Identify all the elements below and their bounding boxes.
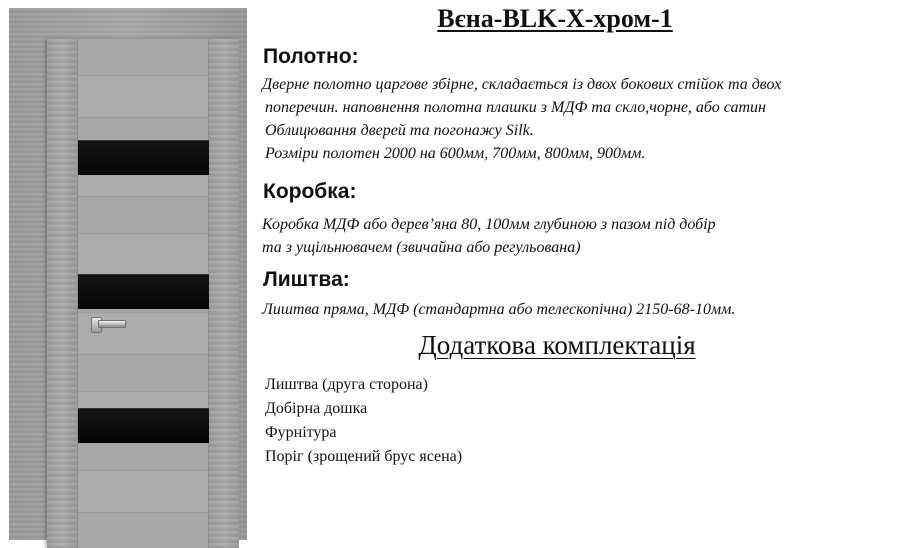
extra-equipment-title: Додаткова комплектація <box>418 330 696 360</box>
door-handle-icon <box>98 320 126 328</box>
text-line: Розміри полотен 2000 на 600мм, 700мм, 800мм, 900мм. <box>265 145 646 162</box>
list-item: Лиштва (друга сторона) <box>265 376 428 393</box>
section-heading-korobka: Коробка: <box>263 180 357 203</box>
door-left-stile <box>47 39 78 548</box>
text-line: та з ущільнювачем (звичайна або регульована) <box>262 239 581 256</box>
list-item: Добірна дошка <box>265 400 368 417</box>
black-glass-insert-middle <box>78 274 209 309</box>
section-heading-polotno: Полотно: <box>263 45 359 68</box>
section-text-lyshtva <box>262 298 735 321</box>
text-line: Дверне полотно царгове збірне, складається із двох бокових стійок та двох <box>262 76 782 93</box>
door-leaf <box>47 39 239 548</box>
product-title: Вєна-BLK-X-хром-1 <box>437 4 673 33</box>
door-right-stile <box>208 39 239 548</box>
list-item: Фурнітура <box>265 424 337 441</box>
text-line: Коробка МДФ або дерев’яна 80, 100мм глубиною з пазом під добір <box>262 216 716 233</box>
text-line: поперечин. наповнення полотна плашки з МДФ та скло,чорне, або сатин <box>265 99 766 116</box>
door-image <box>9 8 247 540</box>
text-line: Лиштва пряма, МДФ (стандартна або телескопічна) 2150-68-10мм. <box>262 301 736 318</box>
section-heading-lyshtva: Лиштва: <box>263 268 350 291</box>
extra-equipment-list <box>265 373 462 469</box>
section-text-korobka <box>262 213 716 259</box>
text-line: Облицювання дверей та погонажу Silk. <box>265 122 534 139</box>
list-item: Поріг (зрощений брус ясена) <box>265 448 463 465</box>
section-text-polotno <box>262 73 781 165</box>
black-glass-insert-top <box>78 140 209 175</box>
black-glass-insert-bottom <box>78 408 209 443</box>
